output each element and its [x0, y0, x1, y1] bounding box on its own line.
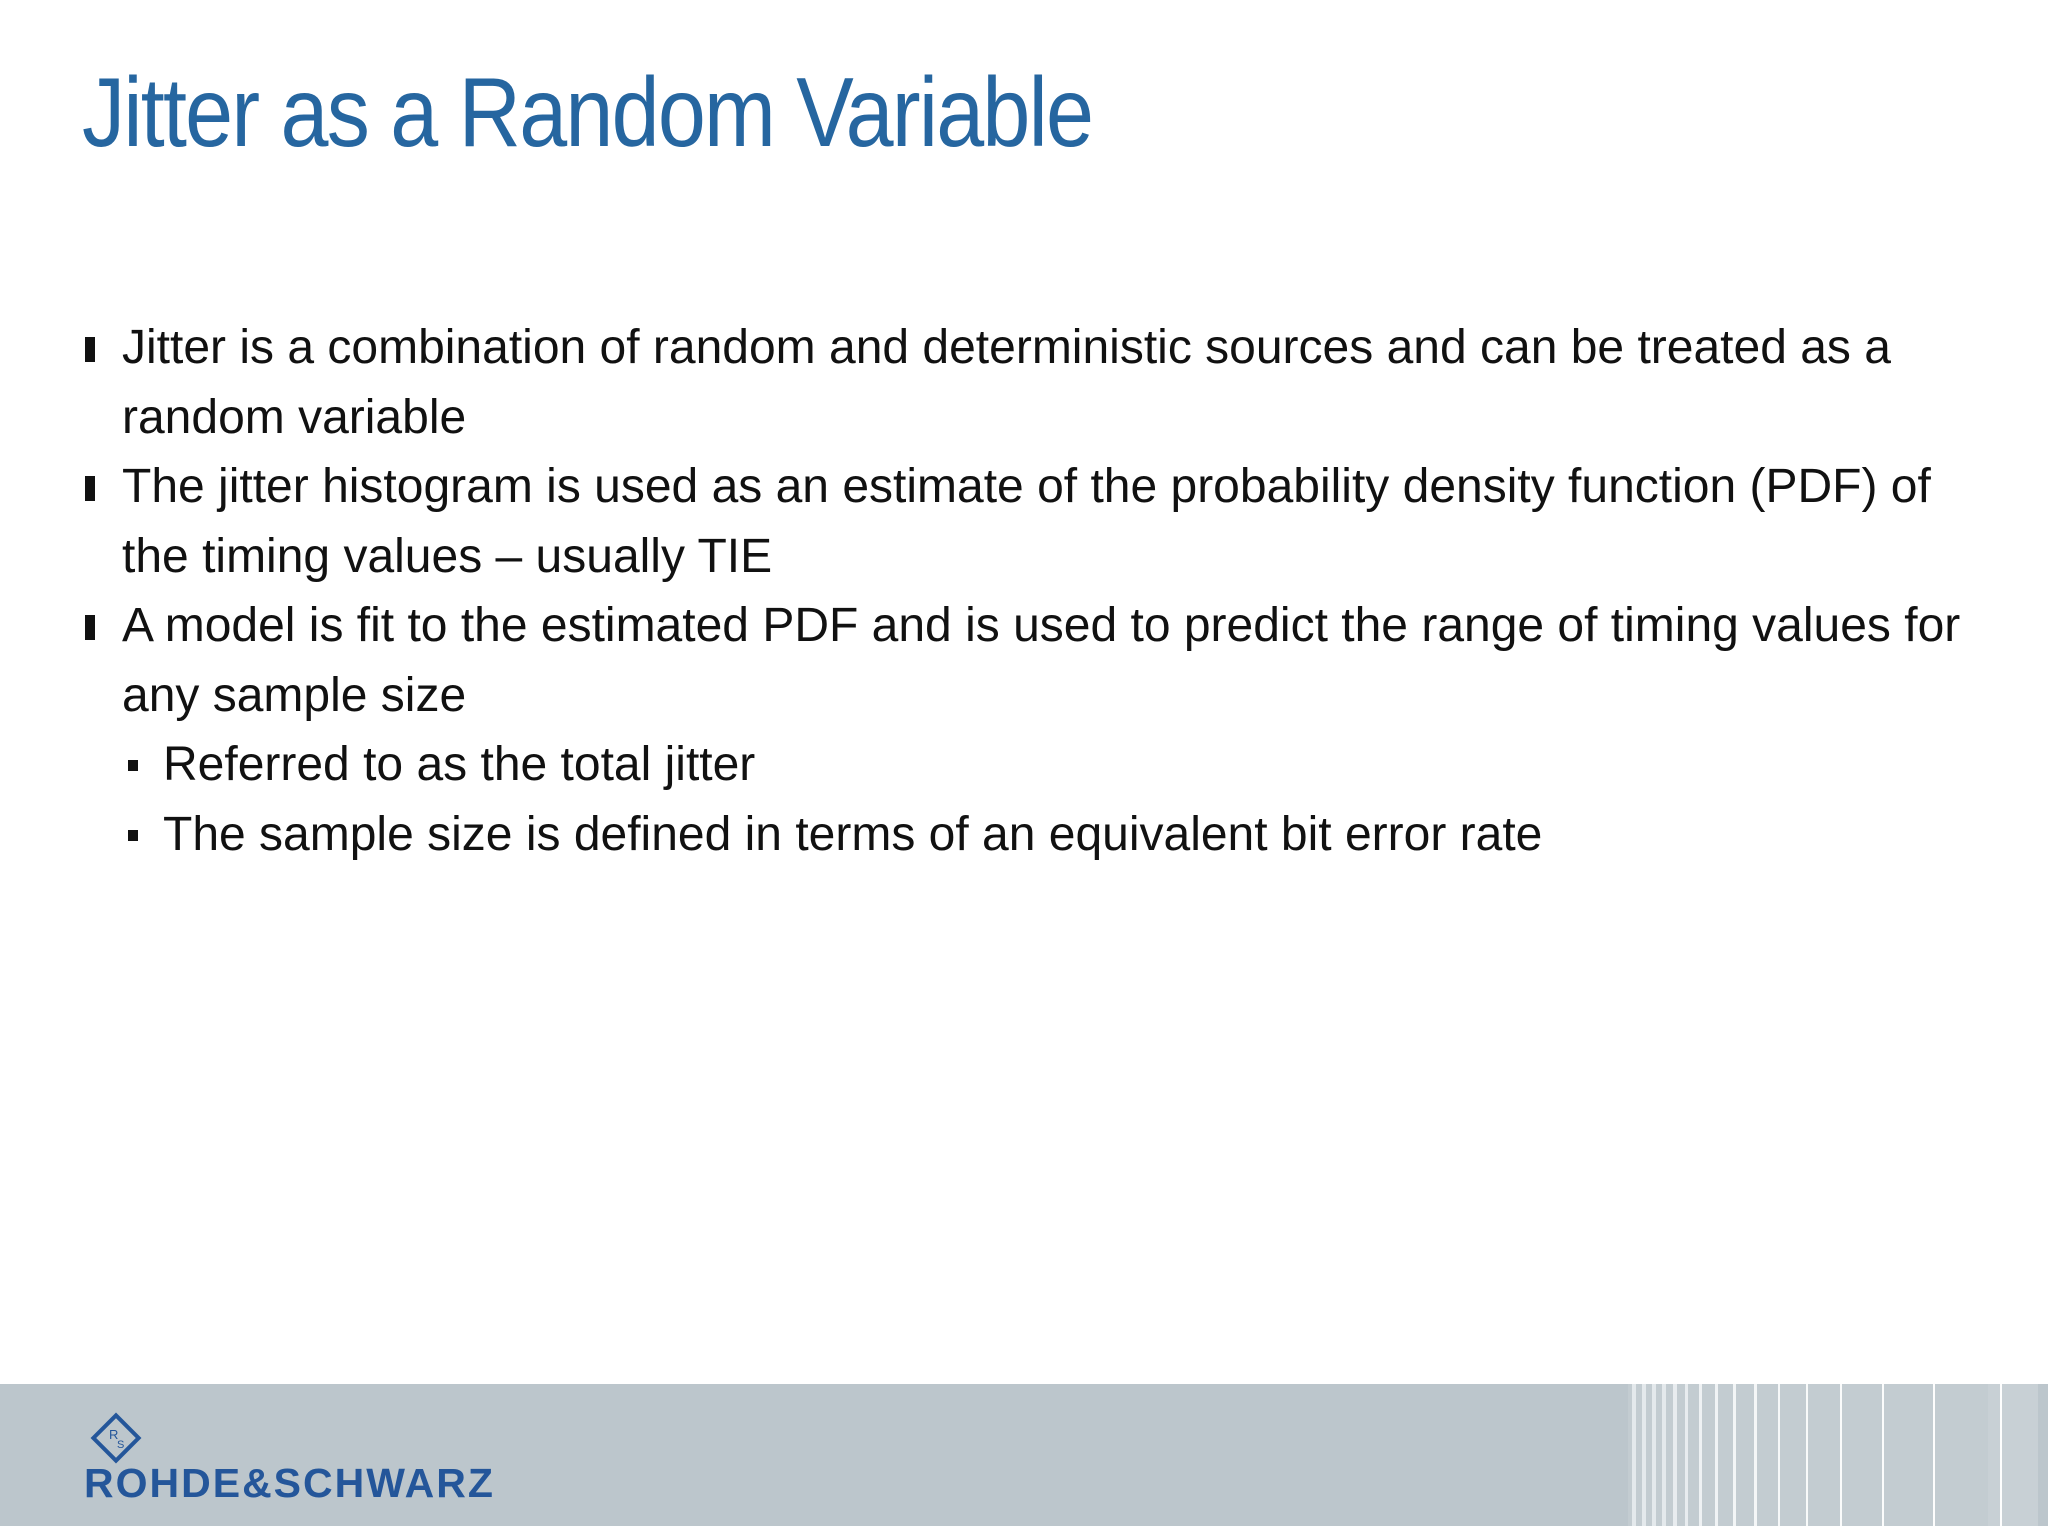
- bullet-marker-icon: [85, 476, 95, 501]
- bullet-list: [82, 313, 1982, 869]
- bullet-text: Jitter is a combination of random and deterministic sources and can be treated as a random variable: [122, 321, 1891, 444]
- sub-bullet-item: [82, 800, 1982, 870]
- bullet-item: [82, 452, 1982, 591]
- bullet-marker-icon: [85, 615, 95, 640]
- brand-wordmark: ROHDE&SCHWARZ: [84, 1460, 495, 1506]
- sub-bullet-text: Referred to as the total jitter: [163, 738, 756, 791]
- bullet-item: [82, 591, 1982, 730]
- bullet-text: A model is fit to the estimated PDF and is used to predict the range of timing values for any sample size: [122, 599, 1961, 722]
- svg-text:R: R: [109, 1427, 119, 1442]
- square-bullet-icon: [128, 830, 138, 841]
- slide-title: Jitter as a Random Variable: [82, 57, 1093, 167]
- svg-text:S: S: [117, 1439, 125, 1451]
- footer-stripes-decoration: [1628, 1384, 2038, 1526]
- square-bullet-icon: [128, 760, 138, 771]
- bullet-item: [82, 313, 1982, 452]
- bullet-marker-icon: [85, 337, 95, 362]
- bullet-text: The jitter histogram is used as an estimate of the probability density function (PDF) of the timing values – usually TIE: [122, 460, 1931, 583]
- sub-bullet-item: [82, 730, 1982, 800]
- sub-bullet-text: The sample size is defined in terms of an equivalent bit error rate: [163, 807, 1543, 861]
